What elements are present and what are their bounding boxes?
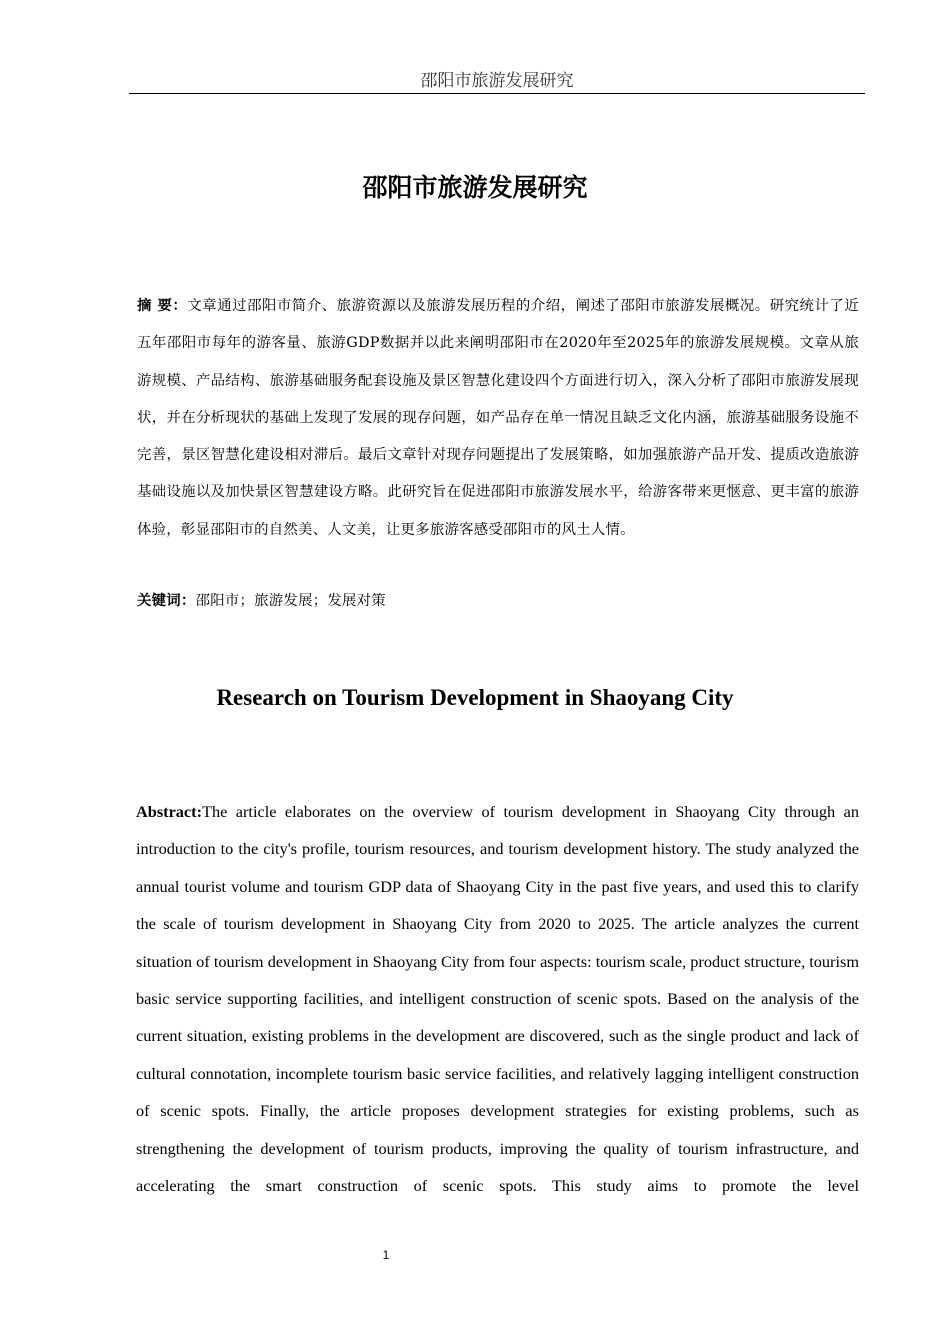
chinese-keywords-text: 邵阳市；旅游发展；发展对策 — [195, 593, 386, 609]
chinese-abstract-label: 摘 要： — [137, 298, 188, 314]
english-abstract-text: The article elaborates on the overview of tourism development in Shaoyang City through an introduction to the city's profile, tourism resources, and tourism development history. The study analyzed the annual tourist volume and tourism GDP data of Shaoyang City in the past five years, and used this to clarify the scale of tourism development in Shaoyang City from 2020 to 2025. The article analyzes the current situation of tourism development in Shaoyang City from four aspects: tourism scale, product structure, tourism basic service supporting facilities, and intelligent construction of scenic spots. Based on the analysis of the current situation, existing problems in the development are discovered, such as the single product and lack of cultural connotation, incomplete tourism basic service facilities, and relatively lagging intelligent construction of scenic spots. Finally, the article proposes development strategies for existing problems, such as strengthening the development of tourism products, improving the quality of tourism infrastructure, and accelerating the smart construction of scenic spots. This study aims to promote the level — [136, 802, 859, 1196]
english-abstract — [136, 793, 859, 1204]
chinese-keywords — [137, 586, 859, 616]
chinese-abstract — [137, 288, 859, 549]
running-header: 邵阳市旅游发展研究 — [129, 70, 865, 94]
english-abstract-label: Abstract: — [136, 802, 203, 821]
chinese-keywords-label: 关键词： — [137, 593, 196, 609]
english-title: Research on Tourism Development in Shaoyang City — [216, 685, 734, 710]
page-number: 1 — [382, 1248, 390, 1262]
chinese-title: 邵阳市旅游发展研究 — [362, 173, 588, 202]
chinese-abstract-text: 文章通过邵阳市简介、旅游资源以及旅游发展历程的介绍，阐述了邵阳市旅游发展概况。研究统计了近五年邵阳市每年的游客量、旅游GDP数据并以此来阐明邵阳市在2020年至2025年的旅游发展规模。文章从旅游规模、产品结构、旅游基础服务配套设施及景区智慧化建设四个方面进行切入，深入分析了邵阳市旅游发展现状，并在分析现状的基础上发现了发展的现存问题，如产品存在单一情况且缺乏文化内涵，旅游基础服务设施不完善，景区智慧化建设相对滞后。最后文章针对现存问题提出了发展策略，如加强旅游产品开发、提质改造旅游基础设施以及加快景区智慧建设方略。此研究旨在促进邵阳市旅游发展水平，给游客带来更惬意、更丰富的旅游体验，彰显邵阳市的自然美、人文美，让更多旅游客感受邵阳市的风土人情。 — [137, 298, 859, 538]
